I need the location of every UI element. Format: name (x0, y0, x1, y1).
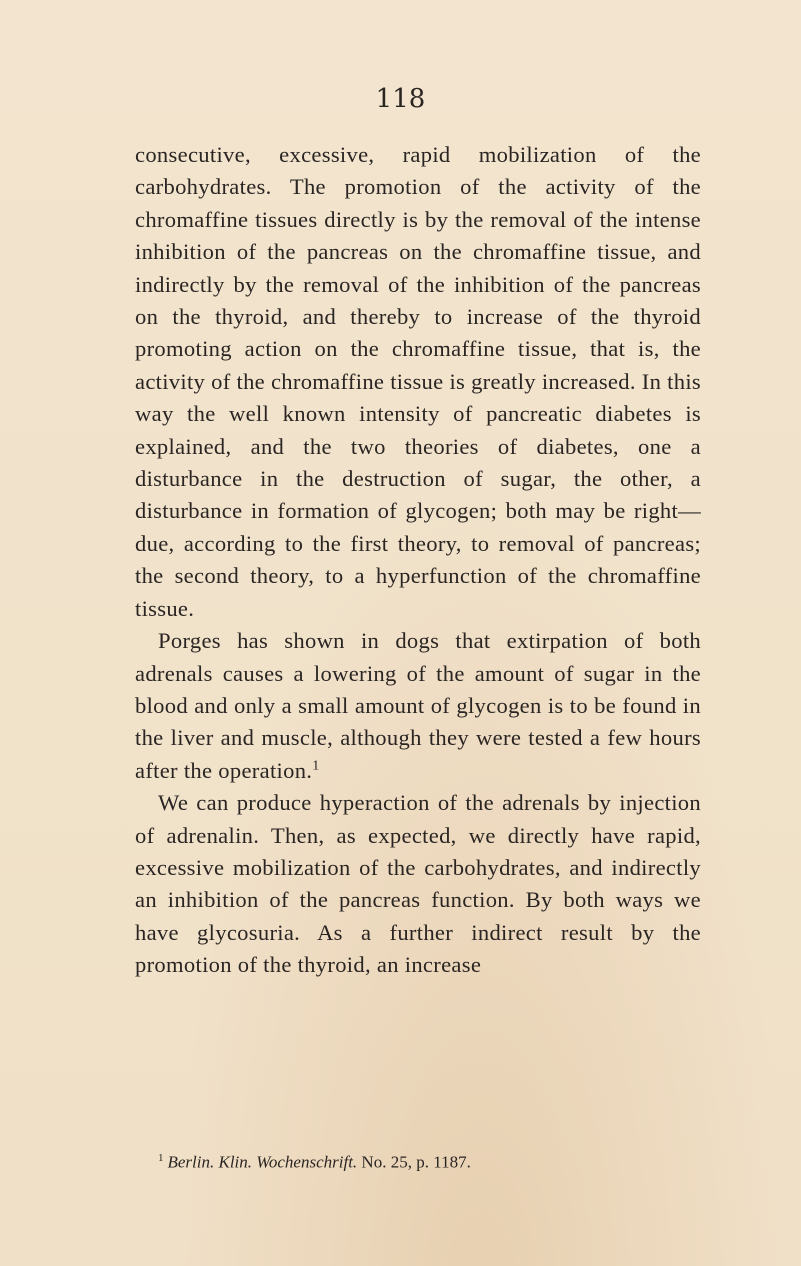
footnote-mark: 1 (158, 1152, 164, 1164)
footnote (158, 1152, 471, 1173)
footnote-reference: 1 (312, 758, 320, 774)
body-text (135, 139, 701, 982)
paragraph-adrenalin: We can produce hyperaction of the adrenals by injection of adrenalin. Then, as expected, we directly have rapid, excessive mobilization of the carbohydrates, and indirectly an inhibition of the pancreas function. By both ways we have glycosuria. As a further indirect result by the promotion of the thyroid, an increase (135, 790, 701, 978)
paragraph-continued: consecutive, excessive, rapid mobilization of the carbohydrates. The promotion of the activity of the chromaffine tissues directly is by the removal of the intense inhibition of the pancreas on the chromaffine tissue, and indirectly by the removal of the inhibition of the pancreas on the thyroid, and thereby to increase of the thyroid promoting action on the chromaffine tissue, that is, the activity of the chromaffine tissue is greatly increased. In this way the well known intensity of pancreatic diabetes is explained, and the two theories of diabetes, one a disturbance in the destruction of sugar, the other, a disturbance in formation of glycogen; both may be right—due, according to the first theory, to removal of pancreas; the second theory, to a hyperfunction of the chromaffine tissue. (135, 142, 701, 621)
paragraph-porges (135, 625, 701, 787)
paragraph-porges-text: Porges has shown in dogs that extirpation of both adrenals causes a lowering of the amount of sugar in the blood and only a small amount of glycogen is to be found in the liver and muscle, although they were tested a few hours after the operation. (135, 628, 701, 783)
page-number: 118 (375, 84, 426, 114)
footnote-source: Berlin. Klin. Wochenschrift. (167, 1152, 358, 1172)
footnote-details: No. 25, p. 1187. (361, 1152, 471, 1172)
